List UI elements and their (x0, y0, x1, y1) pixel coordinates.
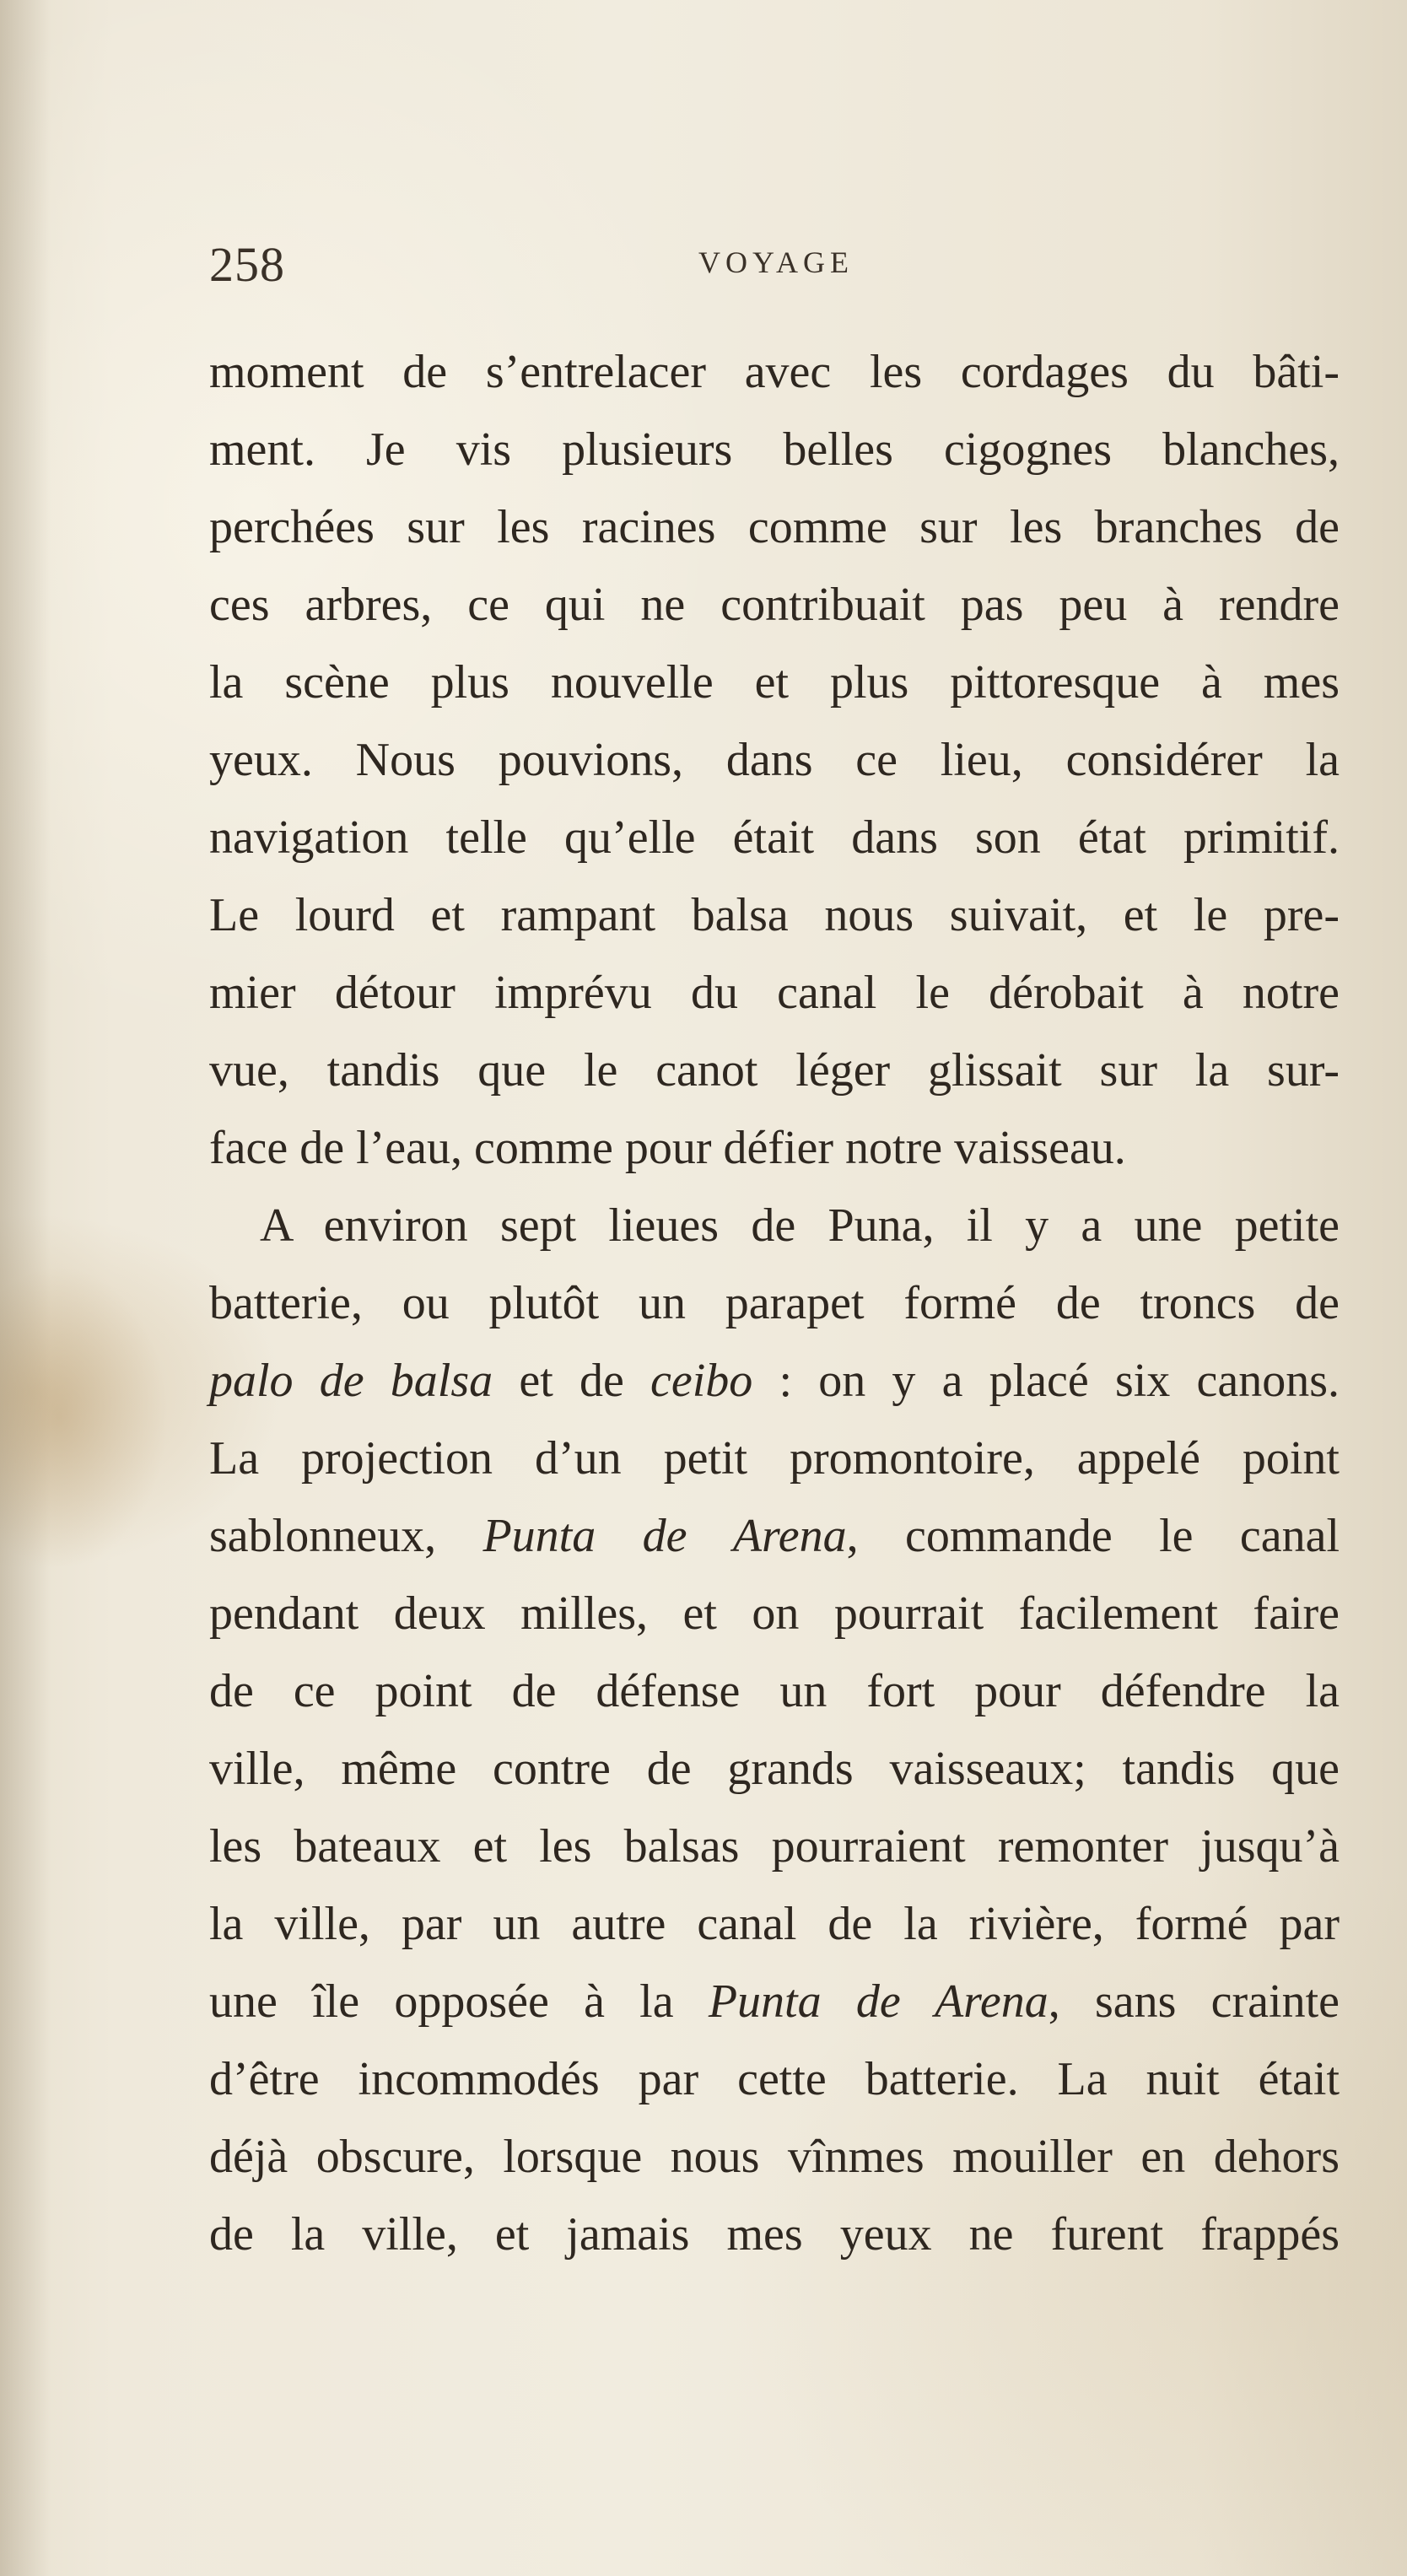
text-line: déjà obscure, lorsque nous vînmes mouiller en dehors (209, 2131, 1340, 2183)
text-line: ment. Je vis plusieurs belles cigognes blanches, (209, 423, 1340, 476)
body-text (209, 333, 1340, 2273)
italic-place-name: Punta de Arena (708, 1975, 1049, 2028)
text-line: Le lourd et rampant balsa nous suivait, et le pre- (209, 889, 1340, 941)
spine-shadow (0, 0, 51, 2576)
italic-place-name: Punta de Arena (482, 1510, 847, 1562)
text-line: perchées sur les racines comme sur les branches de (209, 501, 1340, 553)
text-line: yeux. Nous pouvions, dans ce lieu, considérer la (209, 734, 1340, 786)
text-line: moment de s’entrelacer avec les cordages du bâti- (209, 346, 1340, 398)
running-head: VOYAGE (698, 245, 854, 279)
text-line: ville, même contre de grands vaisseaux; tandis que (209, 1743, 1340, 1795)
text-line: pendant deux milles, et on pourrait facilement faire (209, 1587, 1340, 1640)
text-line: palo de balsa et de ceibo : on y a placé six canons. (209, 1355, 1340, 1407)
paragraph-start-line: A environ sept lieues de Puna, il y a une petite (260, 1199, 1340, 1252)
text-line: la scène plus nouvelle et plus pittoresque à mes (209, 656, 1340, 709)
text-line: face de l’eau, comme pour défier notre vaisseau. (209, 1122, 1126, 1174)
text-line: navigation telle qu’elle était dans son état primitif. (209, 811, 1340, 864)
text-line: La projection d’un petit promontoire, appelé point (209, 1432, 1340, 1485)
text-line: batterie, ou plutôt un parapet formé de troncs de (209, 1277, 1340, 1329)
text-line: la ville, par un autre canal de la rivière, formé par (209, 1898, 1340, 1950)
italic-term: palo de balsa (209, 1355, 493, 1407)
text-line: mier détour imprévu du canal le dérobait à notre (209, 967, 1340, 1019)
page-header (209, 236, 1340, 295)
page-number: 258 (209, 237, 285, 292)
text-line: les bateaux et les balsas pourraient remonter jusqu’à (209, 1820, 1340, 1873)
text-line: de la ville, et jamais mes yeux ne furent frappés (209, 2208, 1340, 2261)
text-line: une île opposée à la Punta de Arena, sans crainte (209, 1975, 1340, 2028)
text-line: d’être incommodés par cette batterie. La nuit était (209, 2053, 1340, 2105)
italic-term: ceibo (650, 1355, 753, 1407)
text-line: de ce point de défense un fort pour défendre la (209, 1665, 1340, 1717)
text-line: sablonneux, Punta de Arena, commande le canal (209, 1510, 1340, 1562)
text-line: ces arbres, ce qui ne contribuait pas peu à rendre (209, 579, 1340, 631)
text-line: vue, tandis que le canot léger glissait sur la sur- (209, 1044, 1340, 1097)
